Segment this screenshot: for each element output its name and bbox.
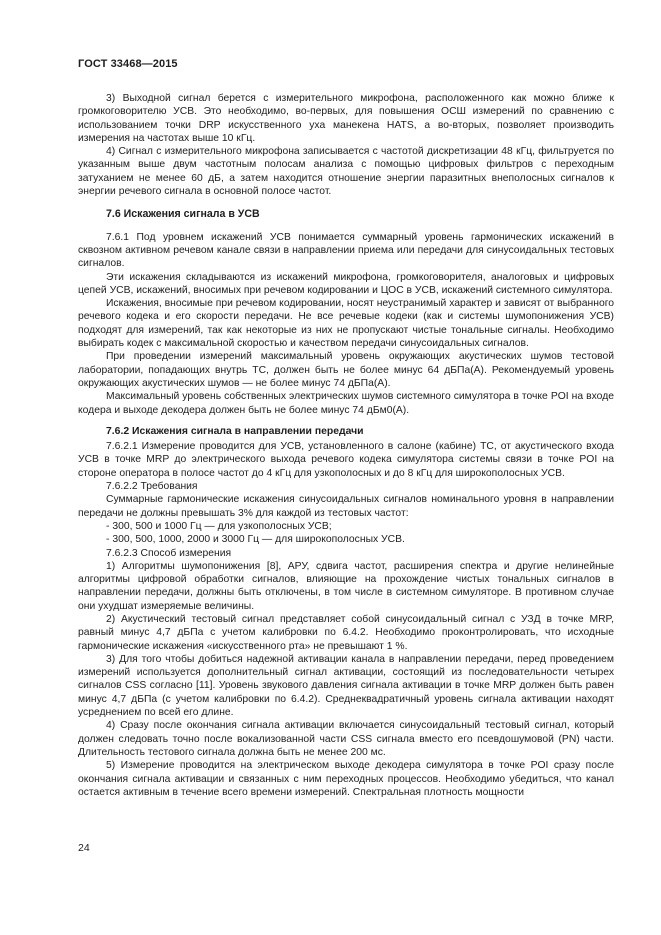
paragraph: 4) Сигнал с измерительного микрофона записывается с частотой дискретизации 48 кГц, фильтруется по указанным выше двум частотным полосам анализа с помощью цифровых фильтров с переходным затуханием не менее 60 дБ, а затем находится отношение энергии паразитных внеполосных сигналов к энергии речевого сигнала в основной полосе частот. [78,146,614,198]
paragraph: 5) Измерение проводится на электрическом выходе декодера симулятора в точке POI сразу после окончания сигнала активации и связанных с ним переходных процессов. Необходимо убедиться, что канал остается активным в течение всего времени измерений. Спектральная плотность мощности [78,760,614,798]
paragraph: При проведении измерений максимальный уровень окружающих акустических шумов тестовой лаборатории, попадающих внутрь ТС, должен быть не более минус 64 дБПа(А). Рекомендуемый уровень окружающих акустических шумов — не более минус 74 дБПа(А). [78,351,614,389]
paragraph: 2) Акустический тестовый сигнал представляет собой синусоидальный сигнал с УЗД в точке MRP, равный минус 4,7 дБПа с учетом калибровки по 6.4.2. Необходимо проконтролировать, что исходные гармонические искажения «искусственного рта» не превышают 1 %. [78,613,614,652]
page-number: 24 [78,842,90,854]
standard-header: ГОСТ 33468—2015 [78,58,178,70]
paragraph: Искажения, вносимые при речевом кодировании, носят неустранимый характер и зависят от выбранного речевого кодека и его скорости передачи. Не все речевые кодеки (как и системы шумопонижения УСВ) подходят для измерений, так как некоторые из них не пропускают чистые тональные сигналы. Необходимо выбирать кодек с максимальной скоростью и качеством передачи синусоидальных сигналов. [78,298,614,350]
list-item: - 300, 500, 1000, 2000 и 3000 Гц — для широкополосных УСВ. [106,534,405,546]
paragraph: Эти искажения складываются из искажений микрофона, громкоговорителя, аналоговых и цифровых цепей УСВ, искажений, вносимых при речевом кодировании и ЦОС в УСВ, искажений системного симулятора. [78,271,614,296]
list-item: - 300, 500 и 1000 Гц — для узкополосных УСВ; [106,520,332,532]
paragraph: 4) Сразу после окончания сигнала активации включается синусоидальный тестовый сигнал, который должен следовать точно после вокализованной части CSS сигнала вместо его псевдошумовой (PN) части. Длительность тестового сигнала должна быть не менее 200 мс. [78,720,614,758]
paragraph: 1) Алгоритмы шумопонижения [8], АРУ, сдвига частот, расширения спектра и другие нелинейные алгоритмы цифровой обработки сигналов, влияющие на прохождение чистых тональных сигналов в направлении передачи, должны быть отключены, в том числе в системном симуляторе. В противном случае они ухудшат измеряемые величины. [78,560,614,612]
paragraph: 7.6.1 Под уровнем искажений УСВ понимается суммарный уровень гармонических искажений в сквозном активном речевом канале связи в направлении приема или передачи для синусоидальных тестовых сигналов. [78,231,614,270]
paragraph: 3) Выходной сигнал берется с измерительного микрофона, расположенного как можно ближе к громкоговорителю УСВ. Это необходимо, во-первых, для повышения ОСШ измерений по сравнению с использованием точки DRP искусственного уха манекена HATS, а во-вторых, позволяет производить измерения на частотах выше 10 кГц. [78,93,614,144]
document-body [78,92,614,799]
subsection-label: 7.6.2.2 Требования [106,481,198,493]
paragraph: Максимальный уровень собственных электрических шумов системного симулятора в точке POI на входе кодера и выходе декодера должен быть не более минус 74 дБм0(А). [78,391,614,416]
paragraph: Суммарные гармонические искажения синусоидальных сигналов номинального уровня в направлении передачи не должны превышать 3% для каждой из тестовых частот: [78,494,614,519]
subsection-label: 7.6.2.3 Способ измерения [106,547,232,559]
section-heading-7-6-2: 7.6.2 Искажения сигнала в направлении передачи [106,425,364,437]
paragraph: 7.6.2.1 Измерение проводится для УСВ, установленного в салоне (кабине) ТС, от акустического входа УСВ в точке MRP до электрического выхода речевого кодека симулятора системы связи в точке POI на стороне оператора в полосе частот до 4 кГц для узкополосных и до 8 кГц для широкополосных УСВ. [78,441,614,479]
section-heading-7-6: 7.6 Искажения сигнала в УСВ [106,208,260,221]
paragraph: 3) Для того чтобы добиться надежной активации канала в направлении передачи, перед проведением измерений используется дополнительный сигнал активации, состоящий из последовательности четырех сигналов CSS согласно [11]. Уровень звукового давления сигнала активации в точке MRP должен быть равен минус 4,7 дБПа (с учетом калибровки по 6.4.2). Среднеквадратичный уровень сигнала активации находят усреднением по всей его длине. [78,653,614,719]
